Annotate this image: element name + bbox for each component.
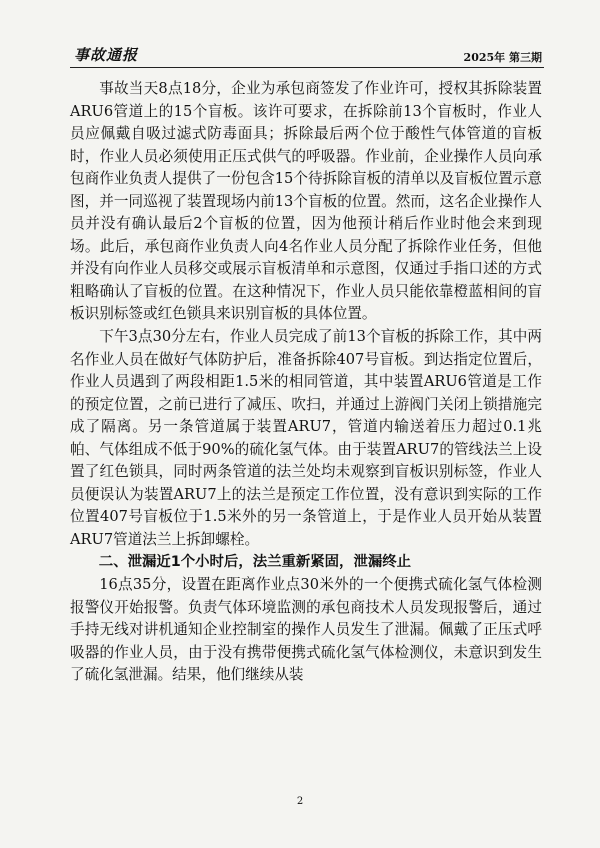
article-body [70,78,542,687]
paragraph-2: 下午3点30分左右，作业人员完成了前13个盲板的拆除工作，其中两名作业人员在做好气体防护后，准备拆除407号盲板。到达指定位置后，作业人员遇到了两段相距1.5米的相同管道，其中装置ARU6管道是工作的预定位置，之前已进行了减压、吹扫，并通过上游阀门关闭上锁措施完成了隔离。另一条管道属于装置ARU7，管道内输送着压力超过0.1兆帕、气体组成不低于90%的硫化氢气体。由于装置ARU7的管线法兰上设置了红色锁具，同时两条管道的法兰处均未观察到盲板识别标签，作业人员便误认为装置ARU7上的法兰是预定工作位置，没有意识到实际的工作位置407号盲板位于1.5米外的另一条管道上，于是作业人员开始从装置ARU7管道法兰上拆卸螺栓。 [70,328,542,548]
section-heading: 二、泄漏近1个小时后，法兰重新紧固，泄漏终止 [98,554,412,571]
journal-title: 事故通报 [74,46,139,64]
paragraph-1: 事故当天8点18分，企业为承包商签发了作业许可，授权其拆除装置ARU6管道上的15个盲板。该许可要求，在拆除前13个盲板时，作业人员应佩戴自吸过滤式防毒面具；拆除最后两个位于酸性气体管道的盲板时，作业人员必须使用正压式供气的呼吸器。作业前，企业操作人员向承包商作业负责人提供了一份包含15个待拆除盲板的清单以及盲板位置示意图，并一同巡视了装置现场内前13个盲板的位置。然而，这名企业操作人员并没有确认最后2个盲板的位置，因为他预计稍后作业时他会来到现场。此后，承包商作业负责人向4名作业人员分配了拆除作业任务，但他并没有向作业人员移交或展示盲板清单和示意图，仅通过手指口述的方式粗略确认了盲板的位置。在这种情况下，作业人员只能依靠橙蓝相间的盲板识别标签或红色锁具来识别盲板的具体位置。 [70,80,542,323]
header-rule [70,67,544,68]
running-header [74,43,542,65]
page-number: 2 [296,796,304,807]
issue-label: 2025年 第三期 [463,51,542,64]
paragraph-3: 16点35分，设置在距离作业点30米外的一个便携式硫化氢气体检测报警仪开始报警。负责气体环境监测的承包商技术人员发现报警后，通过手持无线对讲机通知企业控制室的操作人员发生了泄漏。佩戴了正压式呼吸器的作业人员，由于没有携带便携式硫化氢气体检测仪，未意识到发生了硫化氢泄漏。结果，他们继续从装 [70,576,542,684]
